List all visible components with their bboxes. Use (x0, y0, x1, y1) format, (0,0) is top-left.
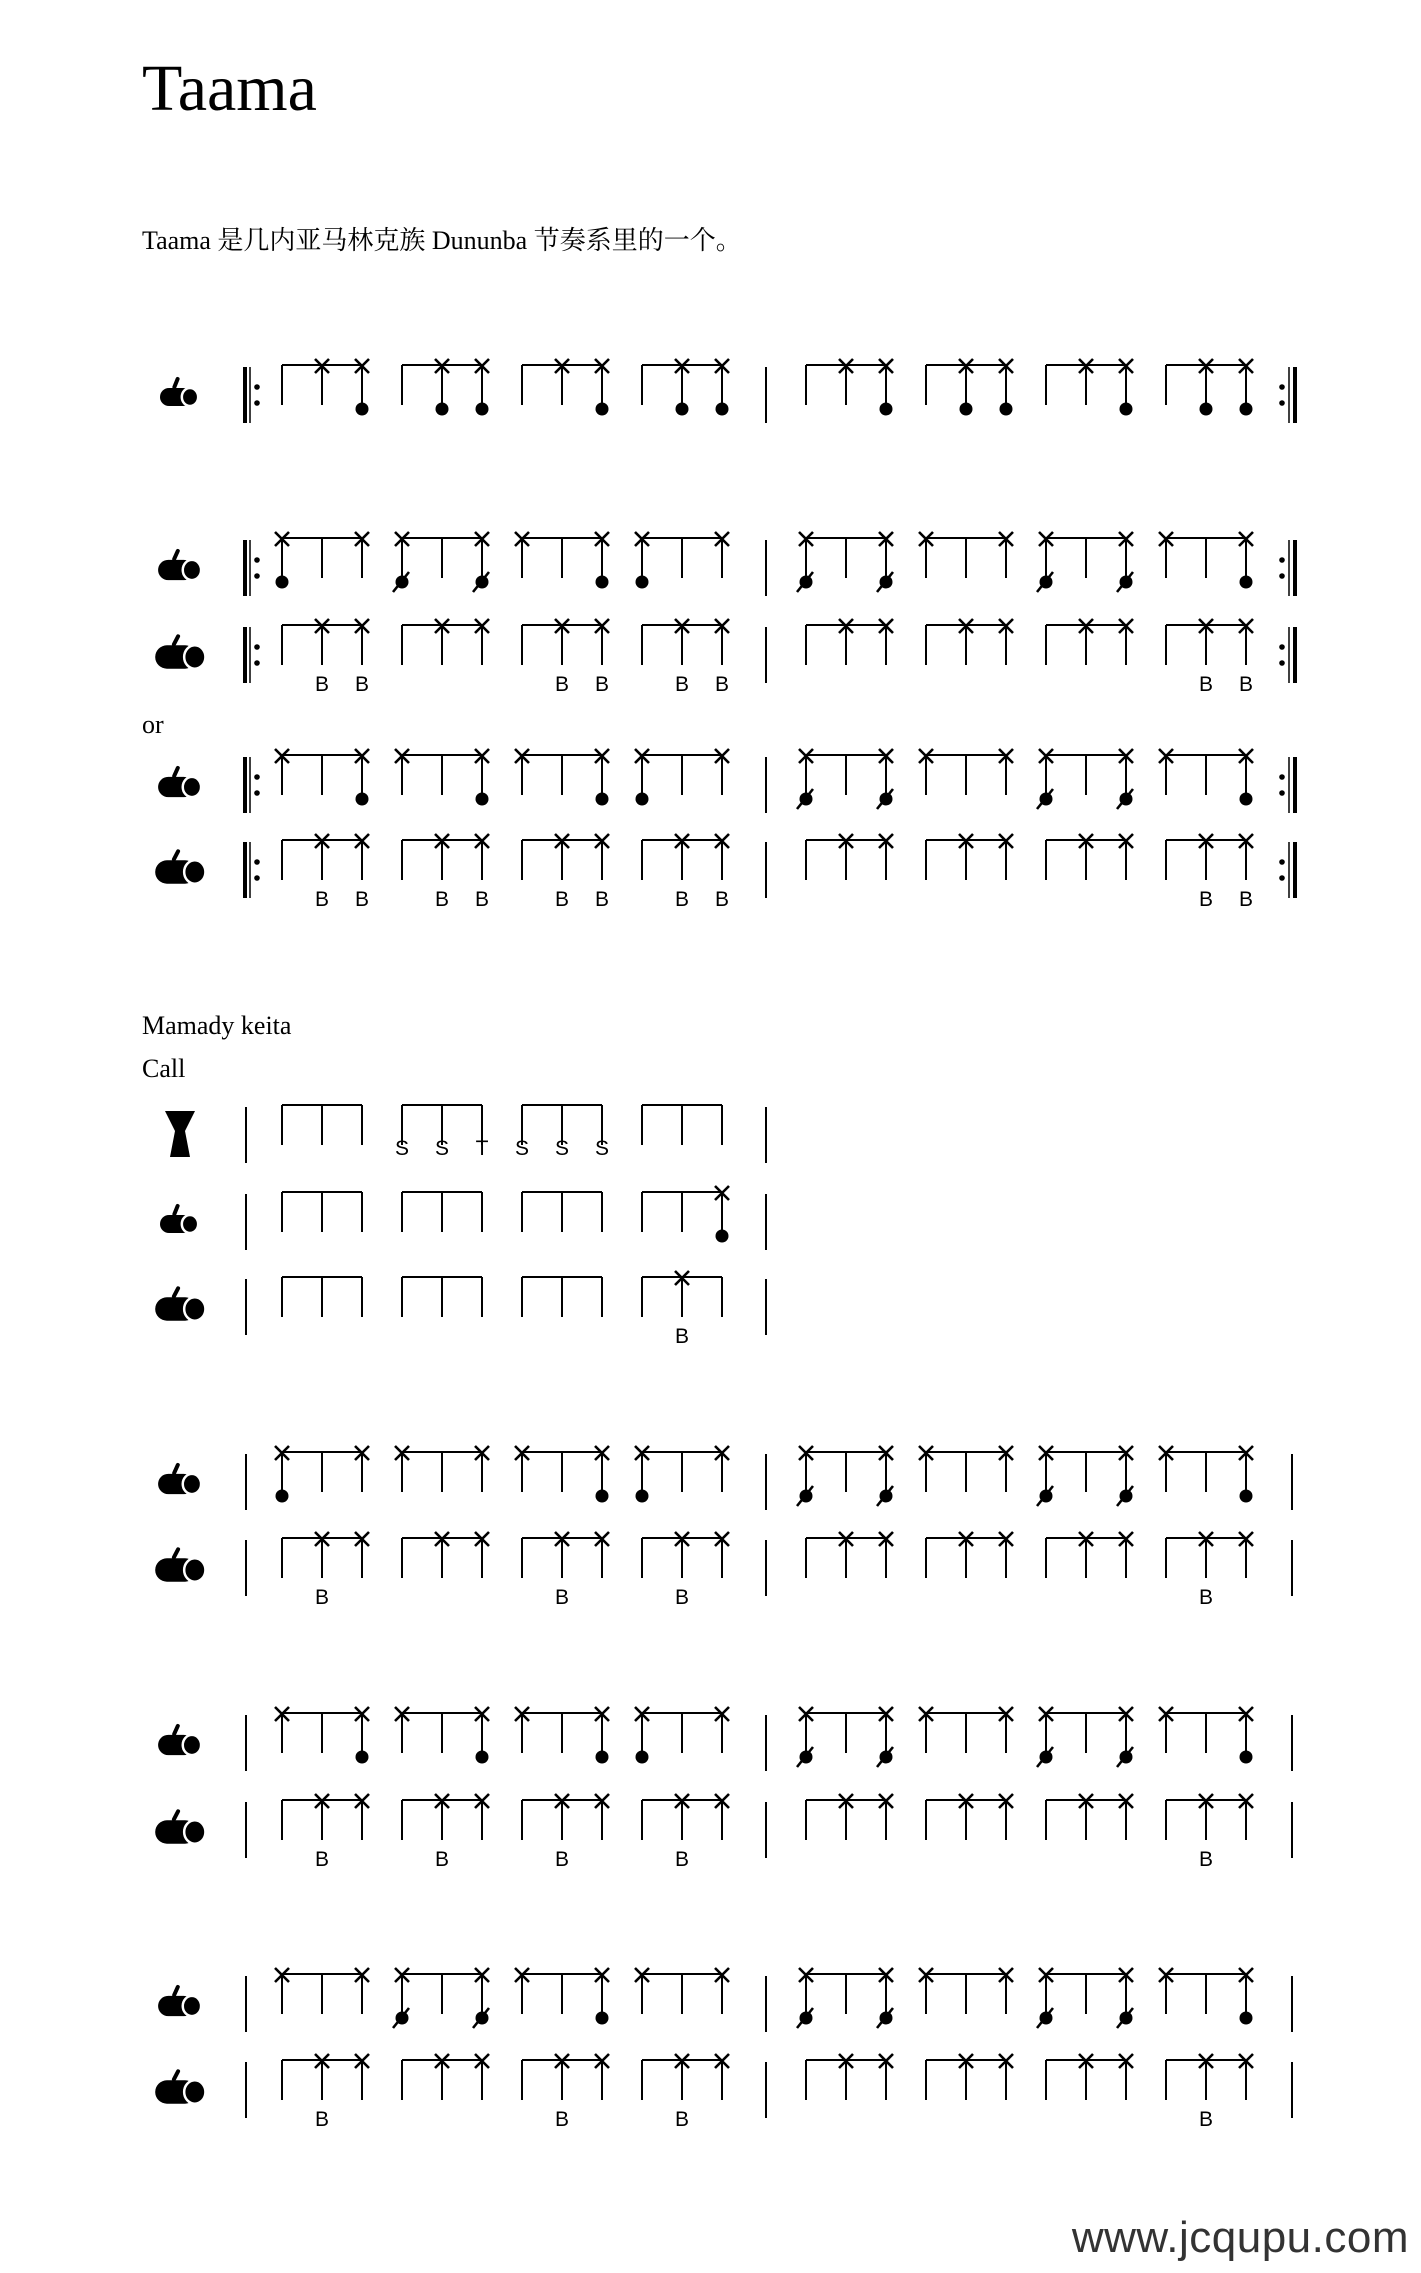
open-stroke (596, 793, 609, 806)
staff-row-dununba (155, 1794, 1292, 1871)
repeat-start-thick (243, 757, 247, 813)
dununba-drum-stick (174, 851, 178, 859)
repeat-dot (1279, 400, 1285, 406)
kenkeni-drum-head (182, 388, 198, 406)
bass-stroke-label: B (674, 673, 690, 696)
repeat-dot (254, 790, 260, 796)
dununba-drum-stick (174, 636, 178, 644)
kenkeni-drum-stick (174, 1206, 177, 1214)
bass-stroke-label: B (594, 673, 610, 696)
open-stroke (356, 1751, 369, 1764)
open-stroke (1120, 403, 1133, 416)
repeat-dot (1279, 875, 1285, 881)
open-stroke (960, 403, 973, 416)
sangban-drum-stick (174, 1465, 178, 1473)
open-stroke (1240, 403, 1253, 416)
repeat-end-thick (1293, 627, 1297, 683)
dununba-drum-stick (174, 1549, 178, 1557)
dununba-drum-head (184, 1558, 205, 1581)
repeat-start-thick (243, 842, 247, 898)
slap-stroke-label: S (594, 1137, 610, 1160)
author-label: Mamady keita (142, 1011, 292, 1040)
sangban-drum-head (183, 560, 201, 580)
staff-row-dununba (155, 2054, 1292, 2131)
open-stroke (1240, 2012, 1253, 2025)
bass-stroke-label: B (314, 1586, 330, 1609)
bass-stroke-label: B (674, 888, 690, 911)
open-stroke (1240, 793, 1253, 806)
slap-stroke-label: S (554, 1137, 570, 1160)
repeat-dot (1279, 644, 1285, 650)
repeat-end-thick (1293, 757, 1297, 813)
repeat-start-thick (243, 540, 247, 596)
bass-stroke-label: B (434, 1848, 450, 1871)
intro-text: Taama 是几内亚马林克族 Dununba 节奏系里的一个。 (142, 226, 742, 255)
bass-stroke-label: B (674, 1586, 690, 1609)
staff-row-dununba (155, 619, 1297, 696)
bass-stroke-label: B (674, 2108, 690, 2131)
page-title: Taama (142, 52, 317, 125)
tone-stroke-label: T (475, 1137, 489, 1160)
dununba-drum-head (184, 645, 205, 668)
repeat-start-thick (243, 627, 247, 683)
bass-stroke-label: B (314, 673, 330, 696)
dununba-drum-stick (174, 2071, 178, 2079)
open-stroke (436, 403, 449, 416)
repeat-dot (1279, 790, 1285, 796)
repeat-dot (1279, 859, 1285, 865)
dununba-drum-head (184, 1297, 205, 1320)
bass-stroke-label: B (354, 673, 370, 696)
bass-stroke-label: B (554, 2108, 570, 2131)
open-stroke (356, 403, 369, 416)
repeat-dot (254, 875, 260, 881)
open-stroke (1240, 1751, 1253, 1764)
repeat-end-thick (1293, 842, 1297, 898)
bass-stroke-label: B (1198, 2108, 1214, 2131)
bass-stroke-label: B (474, 888, 490, 911)
staff-row-sangban (158, 1707, 1292, 1771)
dununba-drum-head (184, 860, 205, 883)
dununba-drum-stick (174, 1288, 178, 1296)
open-stroke (1000, 403, 1013, 416)
open-stroke (636, 576, 649, 589)
staff-row-kenkeni (160, 1186, 766, 1250)
open-stroke (596, 2012, 609, 2025)
staff-row-kenkeni (160, 359, 1297, 423)
sangban-drum-stick (174, 1726, 178, 1734)
bass-stroke-label: B (714, 673, 730, 696)
repeat-dot (254, 400, 260, 406)
repeat-dot (254, 859, 260, 865)
slap-stroke-label: S (514, 1137, 530, 1160)
open-stroke (636, 1751, 649, 1764)
open-stroke (1200, 403, 1213, 416)
dununba-drum-stick (174, 1811, 178, 1819)
repeat-dot (1279, 573, 1285, 579)
open-stroke (716, 403, 729, 416)
open-stroke (636, 1490, 649, 1503)
repeat-dot (254, 573, 260, 579)
repeat-end-thick (1293, 367, 1297, 423)
bass-stroke-label: B (314, 1848, 330, 1871)
djembe-icon (165, 1111, 195, 1157)
open-stroke (1240, 1490, 1253, 1503)
repeat-dot (1279, 384, 1285, 390)
open-stroke (716, 1230, 729, 1243)
slap-stroke-label: S (394, 1137, 410, 1160)
open-stroke (596, 403, 609, 416)
alternative-label: or (142, 710, 164, 739)
open-stroke (880, 403, 893, 416)
sangban-drum-head (183, 1735, 201, 1755)
bass-stroke-label: B (554, 673, 570, 696)
bass-stroke-label: B (1198, 673, 1214, 696)
bass-stroke-label: B (1238, 888, 1254, 911)
sangban-drum-stick (174, 1987, 178, 1995)
bass-stroke-label: B (554, 888, 570, 911)
sangban-drum-head (183, 1996, 201, 2016)
repeat-dot (1279, 557, 1285, 563)
staff-row-sangban (158, 1446, 1292, 1510)
repeat-dot (1279, 774, 1285, 780)
bass-stroke-label: B (314, 2108, 330, 2131)
bass-stroke-label: B (554, 1848, 570, 1871)
repeat-dot (254, 774, 260, 780)
repeat-dot (1279, 660, 1285, 666)
staff-row-dununba (155, 1532, 1292, 1609)
repeat-dot (254, 557, 260, 563)
bass-stroke-label: B (674, 1848, 690, 1871)
sangban-drum-head (183, 777, 201, 797)
bass-stroke-label: B (354, 888, 370, 911)
open-stroke (636, 793, 649, 806)
bass-stroke-label: B (1238, 673, 1254, 696)
dununba-drum-head (184, 1820, 205, 1843)
bass-stroke-label: B (1198, 888, 1214, 911)
open-stroke (476, 793, 489, 806)
bass-stroke-label: B (714, 888, 730, 911)
repeat-end-thick (1293, 540, 1297, 596)
open-stroke (356, 793, 369, 806)
staff-row-djembe (165, 1105, 766, 1163)
staff-row-sangban (158, 532, 1297, 596)
repeat-dot (254, 384, 260, 390)
staff-row-dununba (155, 834, 1297, 911)
repeat-start-thick (243, 367, 247, 423)
slap-stroke-label: S (434, 1137, 450, 1160)
bass-stroke-label: B (674, 1325, 690, 1348)
bass-stroke-label: B (1198, 1848, 1214, 1871)
repeat-dot (254, 644, 260, 650)
open-stroke (676, 403, 689, 416)
staff-row-sangban (158, 749, 1297, 813)
sangban-drum-stick (174, 768, 178, 776)
open-stroke (276, 576, 289, 589)
staff-row-dununba (155, 1271, 766, 1348)
site-watermark: www.jcqupu.com (1071, 2213, 1409, 2262)
open-stroke (476, 1751, 489, 1764)
kenkeni-drum-head (182, 1215, 198, 1233)
kenkeni-drum-stick (174, 379, 177, 387)
dununba-drum-head (184, 2080, 205, 2103)
bass-stroke-label: B (1198, 1586, 1214, 1609)
sangban-drum-stick (174, 551, 178, 559)
sangban-drum-head (183, 1474, 201, 1494)
repeat-dot (254, 660, 260, 666)
bass-stroke-label: B (554, 1586, 570, 1609)
call-label: Call (142, 1054, 186, 1083)
bass-stroke-label: B (314, 888, 330, 911)
open-stroke (596, 1751, 609, 1764)
bass-stroke-label: B (594, 888, 610, 911)
bass-stroke-label: B (434, 888, 450, 911)
open-stroke (476, 403, 489, 416)
staff-row-sangban (158, 1968, 1292, 2032)
open-stroke (596, 576, 609, 589)
open-stroke (596, 1490, 609, 1503)
open-stroke (276, 1490, 289, 1503)
open-stroke (1240, 576, 1253, 589)
